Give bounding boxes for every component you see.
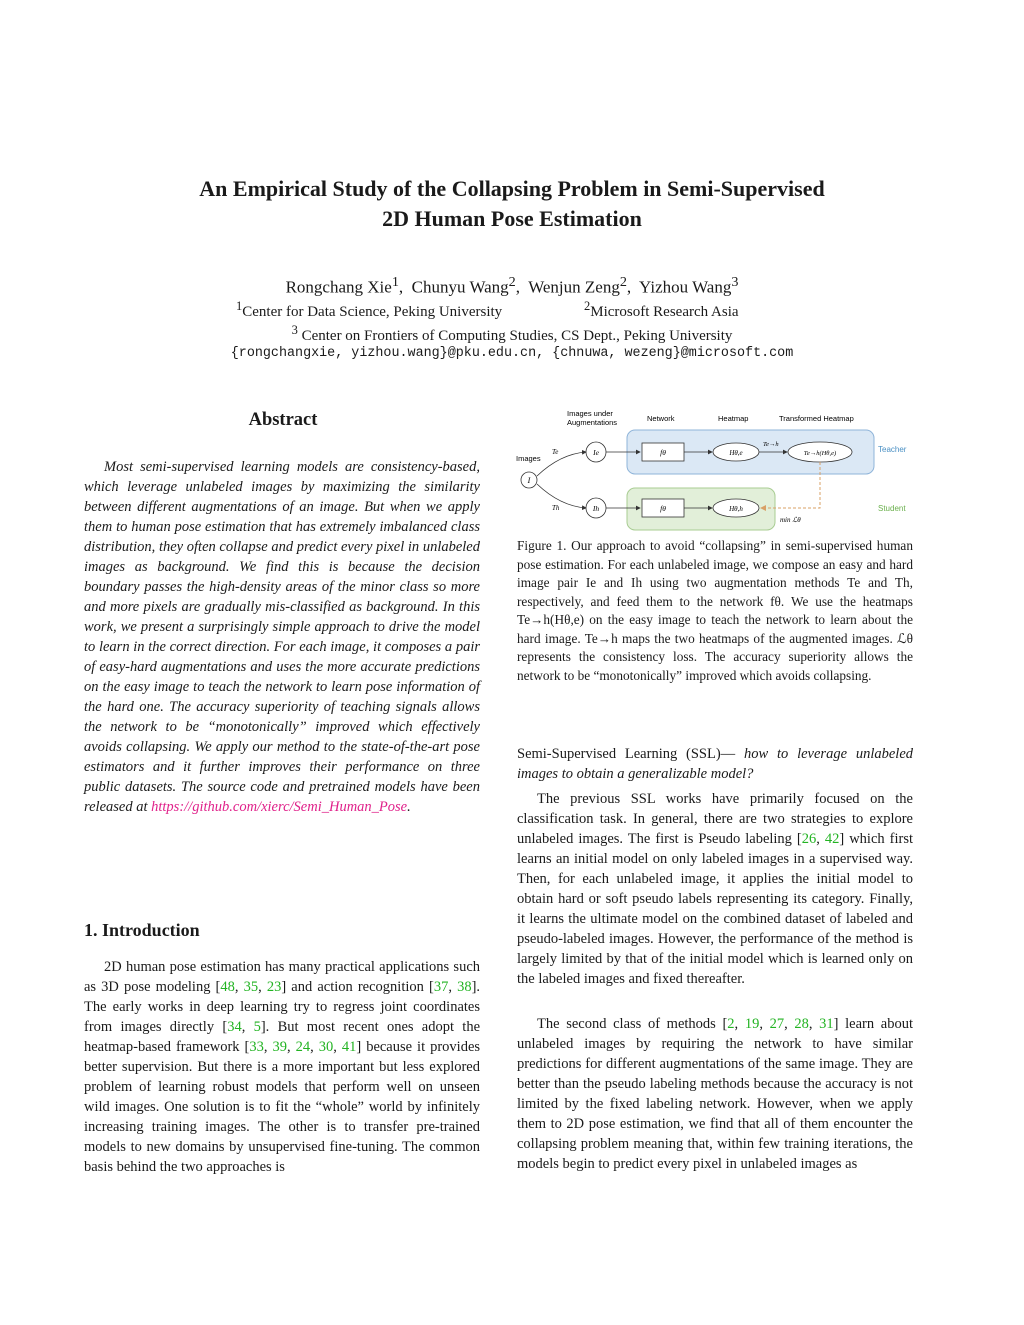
citation-link[interactable]: 24 xyxy=(295,1039,311,1055)
citation-link[interactable]: 42 xyxy=(824,831,840,847)
author-name: Wenjun Zeng xyxy=(528,277,620,297)
author-emails[interactable]: {rongchangxie, yizhou.wang}@pku.edu.cn, {chnuwa, wezeng}@microsoft.com xyxy=(230,346,794,361)
ssl-paragraph-2: The second class of methods [2, 19, 27, 28, 31] learn about unlabeled images by requiring the network to have similar predictions for different augmentations of the same image. They are better than the pseudo labeling methods because the accuracy is not limited by the fixed labeling network. However, when we apply them to 2D pose estimation, we find that all of them encounter the collapsing problem meaning that, within few training iterations, the models begin to predict every pixel in unlabeled images as xyxy=(517,1016,913,1172)
citation-link[interactable]: 48 xyxy=(220,979,235,995)
citation-link[interactable]: 30 xyxy=(318,1039,334,1055)
author-name: Yizhou Wang xyxy=(639,277,732,297)
affiliation-num: 3 xyxy=(291,323,298,337)
intro-text: ] because it provides better supervision. But there is a more important but less explored problem of learning robust models that perform well on unseen wild images. One solution is to fit the “whole” world by infinitely increasing training images. The other is to transfer pre-trained models to new domains by unsupervised fine-tuning. The common basis behind the two approaches is xyxy=(84,1039,481,1175)
label-transformed-heatmap: Transformed Heatmap xyxy=(779,414,854,423)
affiliation-text: Center for Data Science, Peking University xyxy=(242,304,503,320)
figure-1-caption: Figure 1. Our approach to avoid “collapsing” in semi-supervised human pose estimation. For each unlabeled image, we compose an easy and hard image pair Ie and Ih using two augmentation methods Te and Th, respectively, and feed them to the network fθ. We use the heatmaps Te→h(Hθ,e) on the easy image to teach the network to learn about the hard image. Te→h maps the two heatmaps of the augmented images. ℒθ represents the consistency loss. The accuracy superiority allows the network to be “monotonically” improved which avoids collapsing. xyxy=(517,538,913,683)
abstract-body xyxy=(84,457,480,817)
citation-link[interactable]: 39 xyxy=(272,1039,287,1055)
label-augmentations: Augmentations xyxy=(567,418,618,427)
author-list: Rongchang Xie$^1$, Chunyu Wang$^2$, Wenjun Zeng$^2$, Yizhou Wang$^3$ xyxy=(285,274,739,297)
network-label-student: fθ xyxy=(660,504,666,513)
label-heatmap: Heatmap xyxy=(718,414,749,423)
citation-link[interactable]: 26 xyxy=(801,831,817,847)
affiliation-num: 2 xyxy=(584,299,591,313)
citation-link[interactable]: 38 xyxy=(457,979,472,995)
node-input-label: I xyxy=(527,476,531,485)
ssl-text: ] learn about unlabeled images by requiring the network to have similar predictions for different augmentations of the same image. They are better than the pseudo labeling methods because the accuracy is not limited by the fixed labeling network. However, when we apply them to 2D pose estimation, we find that all of them encounter the collapsing problem meaning that, within few training iterations, the models begin to predict every pixel in unlabeled images as xyxy=(517,1016,913,1172)
citation-link[interactable]: 34 xyxy=(227,1019,242,1035)
arrow-th xyxy=(537,484,586,508)
affiliation-text: Center on Frontiers of Computing Studies, CS Dept., Peking University xyxy=(301,328,733,344)
node-hard-label: Ih xyxy=(592,504,600,513)
introduction-paragraph: 2D human pose estimation has many practical applications such as 3D pose modeling [48, 35, 23] and action recognition [37, 38]. The early works in deep learning try to regress joint coordinates from images directly [34, 5]. But most recent ones adopt the heatmap-based framework [33, 39, 24, 30, 41] because it provides better supervision. But there is a more important but less explored problem of learning robust models that perform well on unseen wild images. One solution is to fit the “whole” world by infinitely increasing training images. The other is to transfer pre-trained models to new domains by unsupervised fine-tuning. The common basis behind the two approaches is xyxy=(84,959,481,1175)
introduction-heading: 1. Introduction xyxy=(84,920,200,940)
citation-link[interactable]: 31 xyxy=(819,1016,834,1032)
author-aff: 3 xyxy=(731,274,739,290)
code-link[interactable]: https://github.com/xierc/Semi_Human_Pose xyxy=(151,799,408,815)
intro-text: ]. But most recent ones adopt the heatmap-based framework [ xyxy=(84,1019,481,1055)
label-student: Student xyxy=(878,504,906,513)
label-images-under: Images under xyxy=(567,409,613,418)
affiliation-num: 1 xyxy=(236,299,243,313)
citation-link[interactable]: 23 xyxy=(266,979,282,995)
label-network: Network xyxy=(647,414,675,423)
figure-1-diagram xyxy=(510,402,920,532)
ssl-text: ] which first learns an initial model on only labeled images in a supervised way. Then, for each unlabeled image, it applies the initial model to obtain hard or soft pseudo labels representing its category. Finally, it learns the ultimate model on the combined dataset of labeled and pseudo-labeled images. However, the performance of the method is largely limited by that of the initial model which is learned only on the labeled images and fixed thereafter. xyxy=(517,831,913,987)
intro-text: ] and action recognition [ xyxy=(281,979,434,995)
network-label-teacher: fθ xyxy=(660,448,666,457)
heatmap-easy-label: Hθ,e xyxy=(729,449,743,457)
ssl-text: The previous SSL works have primarily focused on the classification task. In general, there are two strategies to explore unlabeled images. The first is Pseudo labeling [ xyxy=(517,791,913,847)
intro-text: ]. The early works in deep learning try to regress joint coordinates from images directly [ xyxy=(84,979,481,1035)
node-easy-label: Ie xyxy=(593,448,599,457)
citation-link[interactable]: 19 xyxy=(744,1016,760,1032)
label-teh: Te→h xyxy=(763,441,779,448)
ssl-lead: Semi-Supervised Learning (SSL)— xyxy=(517,746,736,762)
affiliation-3 xyxy=(0,320,1024,346)
title-line-1: An Empirical Study of the Collapsing Problem in Semi-Supervised xyxy=(199,176,825,201)
ssl-paragraph-1: The previous SSL works have primarily focused on the classification task. In general, there are two strategies to explore unlabeled images. The first is Pseudo labeling [26, 42] which first learns an initial model on only labeled images in a supervised way. Then, for each unlabeled image, it applies the initial model to obtain hard or soft pseudo labels representing its category. Finally, it learns the ultimate model on the combined dataset of labeled and pseudo-labeled images. However, the performance of the method is largely limited by that of the initial model which is learned only on the labeled images and fixed thereafter. xyxy=(517,791,913,987)
paper-title xyxy=(0,174,1024,234)
label-teacher: Teacher xyxy=(878,445,907,454)
label-te: Te xyxy=(552,448,559,456)
citation-link[interactable]: 5 xyxy=(253,1019,261,1035)
citation-link[interactable]: 2 xyxy=(727,1016,735,1032)
label-th: Th xyxy=(552,504,560,512)
citation-link[interactable]: 35 xyxy=(243,979,259,995)
transformed-heatmap-label: Te→h(Hθ,e) xyxy=(803,450,837,457)
citation-link[interactable]: 37 xyxy=(433,979,449,995)
author-aff: 2 xyxy=(619,274,627,290)
abstract-end: . xyxy=(407,799,411,815)
ssl-heading xyxy=(517,744,913,784)
author-aff: 2 xyxy=(508,274,516,290)
affiliation-1 xyxy=(236,296,502,322)
abstract-heading: Abstract xyxy=(248,410,318,430)
citation-link[interactable]: 41 xyxy=(341,1039,357,1055)
loss-label: min ℒθ xyxy=(780,516,801,524)
intro-text: 2D human pose estimation has many practical applications such as 3D pose modeling [ xyxy=(84,959,480,995)
affiliation-2 xyxy=(584,296,739,322)
label-images: Images xyxy=(516,454,541,463)
arrow-te xyxy=(537,452,586,476)
ssl-question: how to leverage unlabeled images to obtain a generalizable model? xyxy=(517,746,914,782)
author-aff: 1 xyxy=(391,274,399,290)
abstract-text: Most semi-supervised learning models are consistency-based, which leverage unlabeled images by maximizing the similarity between different augmentations of an image. But when we apply them to human pose estimation that has extremely imbalanced class distribution, they often collapse and predict every pixel in unlabeled images as background. We find this is because the decision boundary passes the high-density areas of the minor class so more and more pixels are gradually mis-classified as background. In this work, we present a surprisingly simple approach to drive the model to learn in the correct direction. For each image, it composes a pair of easy-hard augmentations and uses the more accurate predictions on the easy image to teach the network to learn pose information of the hard one. The accuracy superiority of teaching signals allows the network to be “monotonically” improved which effectively avoids collapsing. We apply our method to the state-of-the-art pose estimators and it further improves their performance on three public datasets. The source code and pretrained models have been released at xyxy=(84,459,480,815)
author-name: Chunyu Wang xyxy=(411,277,509,297)
ssl-text: The second class of methods [ xyxy=(537,1016,728,1032)
affiliation-text: Microsoft Research Asia xyxy=(590,304,739,320)
author-name: Rongchang Xie xyxy=(285,277,392,297)
heatmap-hard-label: Hθ,h xyxy=(729,505,743,513)
citation-link[interactable]: 33 xyxy=(249,1039,264,1055)
title-line-2: 2D Human Pose Estimation xyxy=(382,206,642,231)
citation-link[interactable]: 27 xyxy=(769,1016,785,1032)
citation-link[interactable]: 28 xyxy=(794,1016,809,1032)
